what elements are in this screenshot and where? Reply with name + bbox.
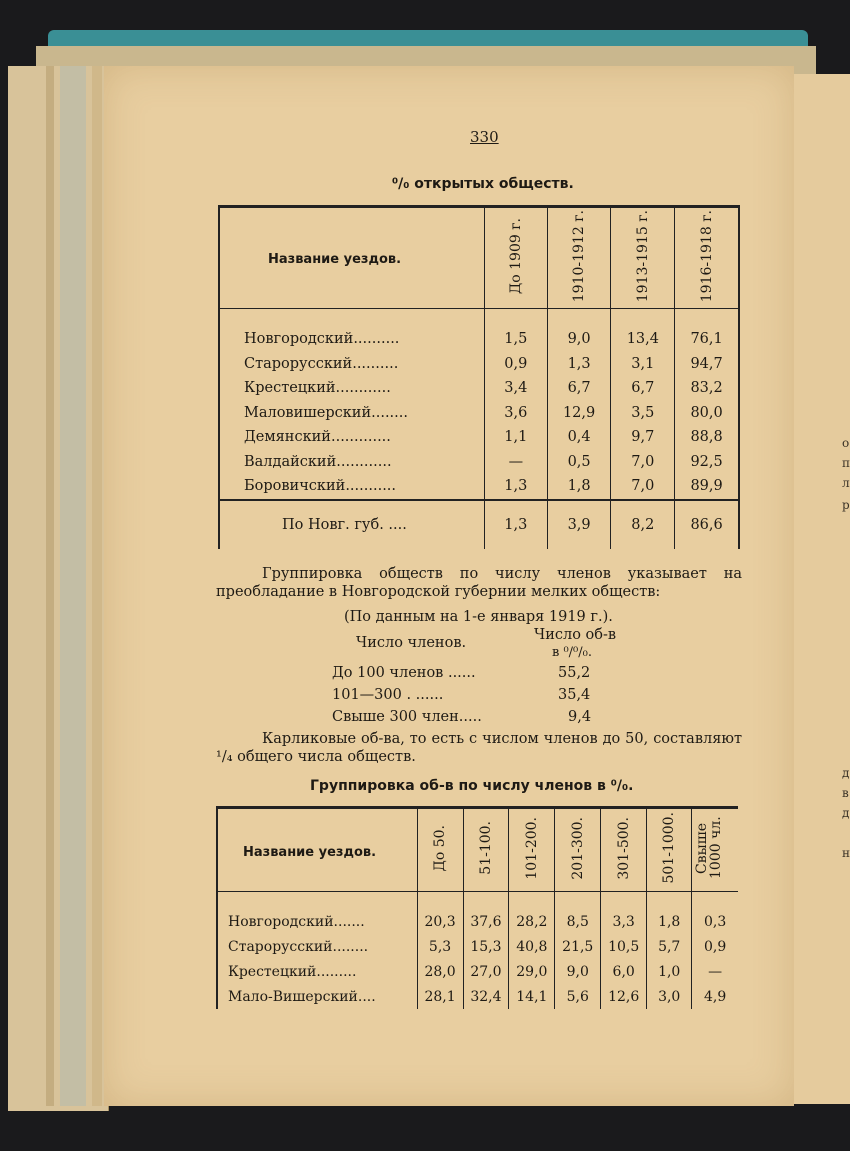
district-name: Боровичский........... (219, 474, 484, 500)
table1-caption: ⁰/₀ открытых обществ. (392, 176, 574, 192)
table-cell: 28,0 (417, 959, 463, 984)
table1-name-header: Название уездов. (219, 207, 484, 309)
table-cell: 3,1 (611, 352, 675, 377)
district-name: Крестецкий......... (217, 959, 417, 984)
table-cell: 8,2 (611, 500, 675, 549)
table-cell: 1,3 (484, 500, 547, 549)
paragraph-1: Группировка обществ по числу членов указывает на преобладание в Новгородской губернии мелких обществ: (216, 566, 742, 600)
table-cell: 1,0 (647, 959, 692, 984)
small-table-caption: (По данным на 1-е января 1919 г.). (344, 609, 613, 625)
members-distribution-table (216, 806, 738, 1009)
table-cell: 9,7 (611, 425, 675, 450)
table-cell: 83,2 (675, 376, 739, 401)
open-societies-table (218, 205, 740, 549)
table-cell: 3,5 (611, 401, 675, 426)
district-name: Новгородский.......... (219, 309, 484, 352)
table2-column-header: 301-500. (601, 808, 647, 892)
table2-column-header: Свыше 1000 чл. (692, 808, 738, 892)
district-name: Демянский............. (219, 425, 484, 450)
table1-column-header: 1916-1918 г. (675, 207, 739, 309)
group-value: 9,4 (568, 709, 592, 725)
table-cell: 40,8 (509, 934, 555, 959)
table-cell: 3,9 (547, 500, 611, 549)
table-cell: 29,0 (509, 959, 555, 984)
small-table-col1-header: Число членов. (356, 635, 467, 651)
table-cell: 1,8 (547, 474, 611, 500)
table2-column-header: 501-1000. (647, 808, 692, 892)
table-total-row (219, 500, 739, 549)
table-cell: 13,4 (611, 309, 675, 352)
table-cell: 5,6 (555, 984, 601, 1009)
table2-column-header: До 50. (417, 808, 463, 892)
table-cell: 1,5 (484, 309, 547, 352)
table-cell: 89,9 (675, 474, 739, 500)
district-name: Крестецкий............ (219, 376, 484, 401)
table-cell: 9,0 (555, 959, 601, 984)
table-row (332, 706, 591, 728)
table-row (219, 401, 739, 426)
table-cell: 0,9 (692, 934, 738, 959)
table1-column-header: До 1909 г. (484, 207, 547, 309)
table-row (219, 376, 739, 401)
district-name: Новгородский....... (217, 892, 417, 935)
table-cell: 80,0 (675, 401, 739, 426)
table-cell: 37,6 (463, 892, 509, 935)
table-cell: 10,5 (601, 934, 647, 959)
table-cell: 27,0 (463, 959, 509, 984)
table-row (219, 309, 739, 352)
table-cell: 4,9 (692, 984, 738, 1009)
table-cell: 9,0 (547, 309, 611, 352)
table-cell: 6,7 (547, 376, 611, 401)
district-name: Валдайский............ (219, 450, 484, 475)
table-cell: 28,2 (509, 892, 555, 935)
next-page-fragment: д (842, 766, 850, 780)
table-row (219, 450, 739, 475)
table-row (332, 684, 591, 706)
table-cell: — (692, 959, 738, 984)
table-row (217, 984, 738, 1009)
table-row (219, 352, 739, 377)
group-label: Свыше 300 член..... (332, 709, 482, 725)
table-cell: 5,7 (647, 934, 692, 959)
district-name: Мало-Вишерский.... (217, 984, 417, 1009)
table2-column-header: 201-300. (555, 808, 601, 892)
table-cell: 14,1 (509, 984, 555, 1009)
table-cell: 92,5 (675, 450, 739, 475)
table-cell: 15,3 (463, 934, 509, 959)
table-cell: 0,4 (547, 425, 611, 450)
page-number: 330 (470, 128, 499, 146)
table-cell: 7,0 (611, 450, 675, 475)
table-cell: 3,6 (484, 401, 547, 426)
table-cell: 12,9 (547, 401, 611, 426)
table2-column-header: 101-200. (509, 808, 555, 892)
next-page-fragment: р (842, 498, 850, 512)
small-table-col2-header: Число об-в (534, 627, 617, 643)
district-name: Старорусский........ (217, 934, 417, 959)
next-page-fragment: н (842, 846, 850, 860)
group-label: 101—300 . ...... (332, 687, 444, 703)
table-cell: 0,3 (692, 892, 738, 935)
table1-column-header: 1913-1915 г. (611, 207, 675, 309)
table-cell: 86,6 (675, 500, 739, 549)
table-cell: — (484, 450, 547, 475)
table-cell: 1,8 (647, 892, 692, 935)
table-cell: 3,4 (484, 376, 547, 401)
table-cell: 6,7 (611, 376, 675, 401)
paragraph-2: Карликовые об-ва, то есть с числом членов до 50, составляют ¹/₄ общего числа обществ. (216, 731, 742, 765)
next-page-fragment: в (842, 786, 849, 800)
district-name: Маловишерский........ (219, 401, 484, 426)
table-cell: 28,1 (417, 984, 463, 1009)
members-group-table (332, 662, 591, 728)
table-row (217, 892, 738, 935)
table-cell: 0,5 (547, 450, 611, 475)
next-page-fragment: л (842, 476, 850, 490)
table-cell: 88,8 (675, 425, 739, 450)
table-cell: 6,0 (601, 959, 647, 984)
next-page-fragment: п (842, 456, 850, 470)
table-row (217, 934, 738, 959)
table-cell: 3,0 (647, 984, 692, 1009)
table-cell: 8,5 (555, 892, 601, 935)
next-page-fragment: д (842, 806, 850, 820)
table-row (217, 959, 738, 984)
table-cell: 20,3 (417, 892, 463, 935)
table-cell: 21,5 (555, 934, 601, 959)
table-row (219, 425, 739, 450)
page-stack-left (8, 66, 109, 1111)
total-label: По Новг. губ. .... (219, 500, 484, 549)
group-value: 35,4 (558, 687, 591, 703)
table-cell: 1,3 (547, 352, 611, 377)
table-cell: 1,1 (484, 425, 547, 450)
small-table-col2-header-unit: в ⁰/⁰/₀. (552, 645, 592, 660)
table-row (332, 662, 591, 684)
table-cell: 76,1 (675, 309, 739, 352)
table2-column-header: 51-100. (463, 808, 509, 892)
district-name: Старорусский.......... (219, 352, 484, 377)
table-cell: 32,4 (463, 984, 509, 1009)
next-page-edge (792, 74, 850, 1104)
table-cell: 5,3 (417, 934, 463, 959)
table-cell: 3,3 (601, 892, 647, 935)
group-value: 55,2 (558, 665, 591, 681)
table2-caption: Группировка об-в по числу членов в ⁰/₀. (310, 778, 634, 794)
table1-column-header: 1910-1912 г. (547, 207, 611, 309)
table-cell: 7,0 (611, 474, 675, 500)
table-cell: 1,3 (484, 474, 547, 500)
table-row (219, 474, 739, 500)
table2-name-header: Название уездов. (217, 808, 417, 892)
table-cell: 94,7 (675, 352, 739, 377)
table-cell: 12,6 (601, 984, 647, 1009)
group-label: До 100 членов ...... (332, 665, 476, 681)
table-cell: 0,9 (484, 352, 547, 377)
next-page-fragment: о (842, 436, 850, 450)
